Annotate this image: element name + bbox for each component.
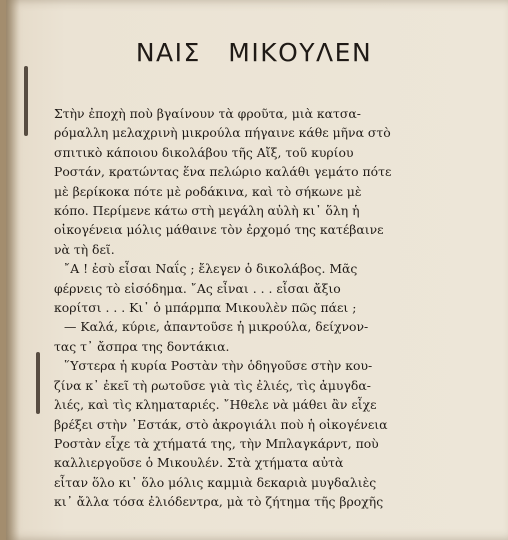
- text-line: κι᾽ ἄλλα τόσα ἐλιόδεντρα, μὰ τὸ ζήτημα τῆς βροχῆς: [54, 494, 384, 510]
- margin-pencil-mark: [24, 66, 28, 136]
- text-line: τας τ᾽ ἄσπρα της δοντάκια.: [54, 338, 230, 354]
- text-line: εἶταν ὅλο κι᾽ ὅλο μόλις καμμιὰ δεκαριὰ μυγδαλιὲς: [54, 474, 377, 490]
- chapter-title: ΝΑΙΣ ΜΙΚΟΥΛΕΝ: [135, 38, 373, 67]
- text-line: ρόμαλλη μελαχρινὴ μικρούλα πήγαινε κάθε μῆνα στὸ: [54, 125, 391, 141]
- text-line: μὲ βερίκοκα πότε μὲ ροδάκινα, καὶ τὸ σήκωνε μὲ: [54, 183, 362, 199]
- text-line: φέρνεις τὸ εἰσόδημα. ῎Ας εἶναι . . . εἶσαι ἄξιο: [54, 280, 341, 296]
- body-text: [54, 104, 508, 512]
- text-line: κόπο. Περίμενε κάτω στὴ μεγάλη αὐλὴ κι᾽ ὅλη ἡ: [54, 203, 360, 219]
- text-line: λιές, καὶ τὶς κληματαριές. ῎Ηθελε νὰ μάθει ἂν εἶχε: [54, 397, 377, 413]
- text-line: βρέξει στὴν ᾿Εστάκ, στὸ ἀκρογιάλι ποὺ ἡ οἰκογένεια: [54, 416, 388, 432]
- text-line: νὰ τὴ δεῖ.: [54, 241, 115, 257]
- text-line: Ροστάν, κρατώντας ἕνα πελώριο καλάθι γεμάτο πότε: [54, 164, 392, 180]
- text-line: Ροστὰν εἶχε τὰ χτήματά της, τὴν Μπλαγκάρντ, ποὺ: [54, 435, 379, 451]
- text-line: καλλιεργοῦσε ὁ Μικουλέν. Στὰ χτήματα αὐτὰ: [54, 455, 344, 471]
- text-line: σπιτικὸ κάποιου δικολάβου τῆς Αἴξ, τοῦ κυρίου: [54, 144, 354, 160]
- text-line: ῞Υστερα ἡ κυρία Ροστὰν τὴν ὁδηγοῦσε στὴν κου-: [64, 358, 373, 374]
- text-line: Στὴν ἐποχὴ ποὺ βγαίνουν τὰ φροῦτα, μιὰ κατσα-: [54, 106, 361, 121]
- margin-pencil-mark: [36, 352, 40, 414]
- text-line: — Καλά, κύριε, ἀπαντοῦσε ἡ μικρούλα, δείχνον-: [64, 319, 369, 335]
- text-line: ζίνα κ᾽ ἐκεῖ τὴ ρωτοῦσε γιὰ τὶς ἐλιές, τὶς ἀμυγδα-: [54, 377, 371, 393]
- text-line: ῎Α ! ἐσὺ εἶσαι Ναΐς ; ἔλεγεν ὁ δικολάβος. Μᾶς: [64, 261, 358, 277]
- text-line: κορίτσι . . . Κι᾽ ὁ μπάρμπα Μικουλὲν πῶς πάει ;: [54, 300, 357, 316]
- text-line: οἰκογένεια μόλις μάθαινε τὸν ἐρχομό της κατέβαινε: [54, 222, 384, 238]
